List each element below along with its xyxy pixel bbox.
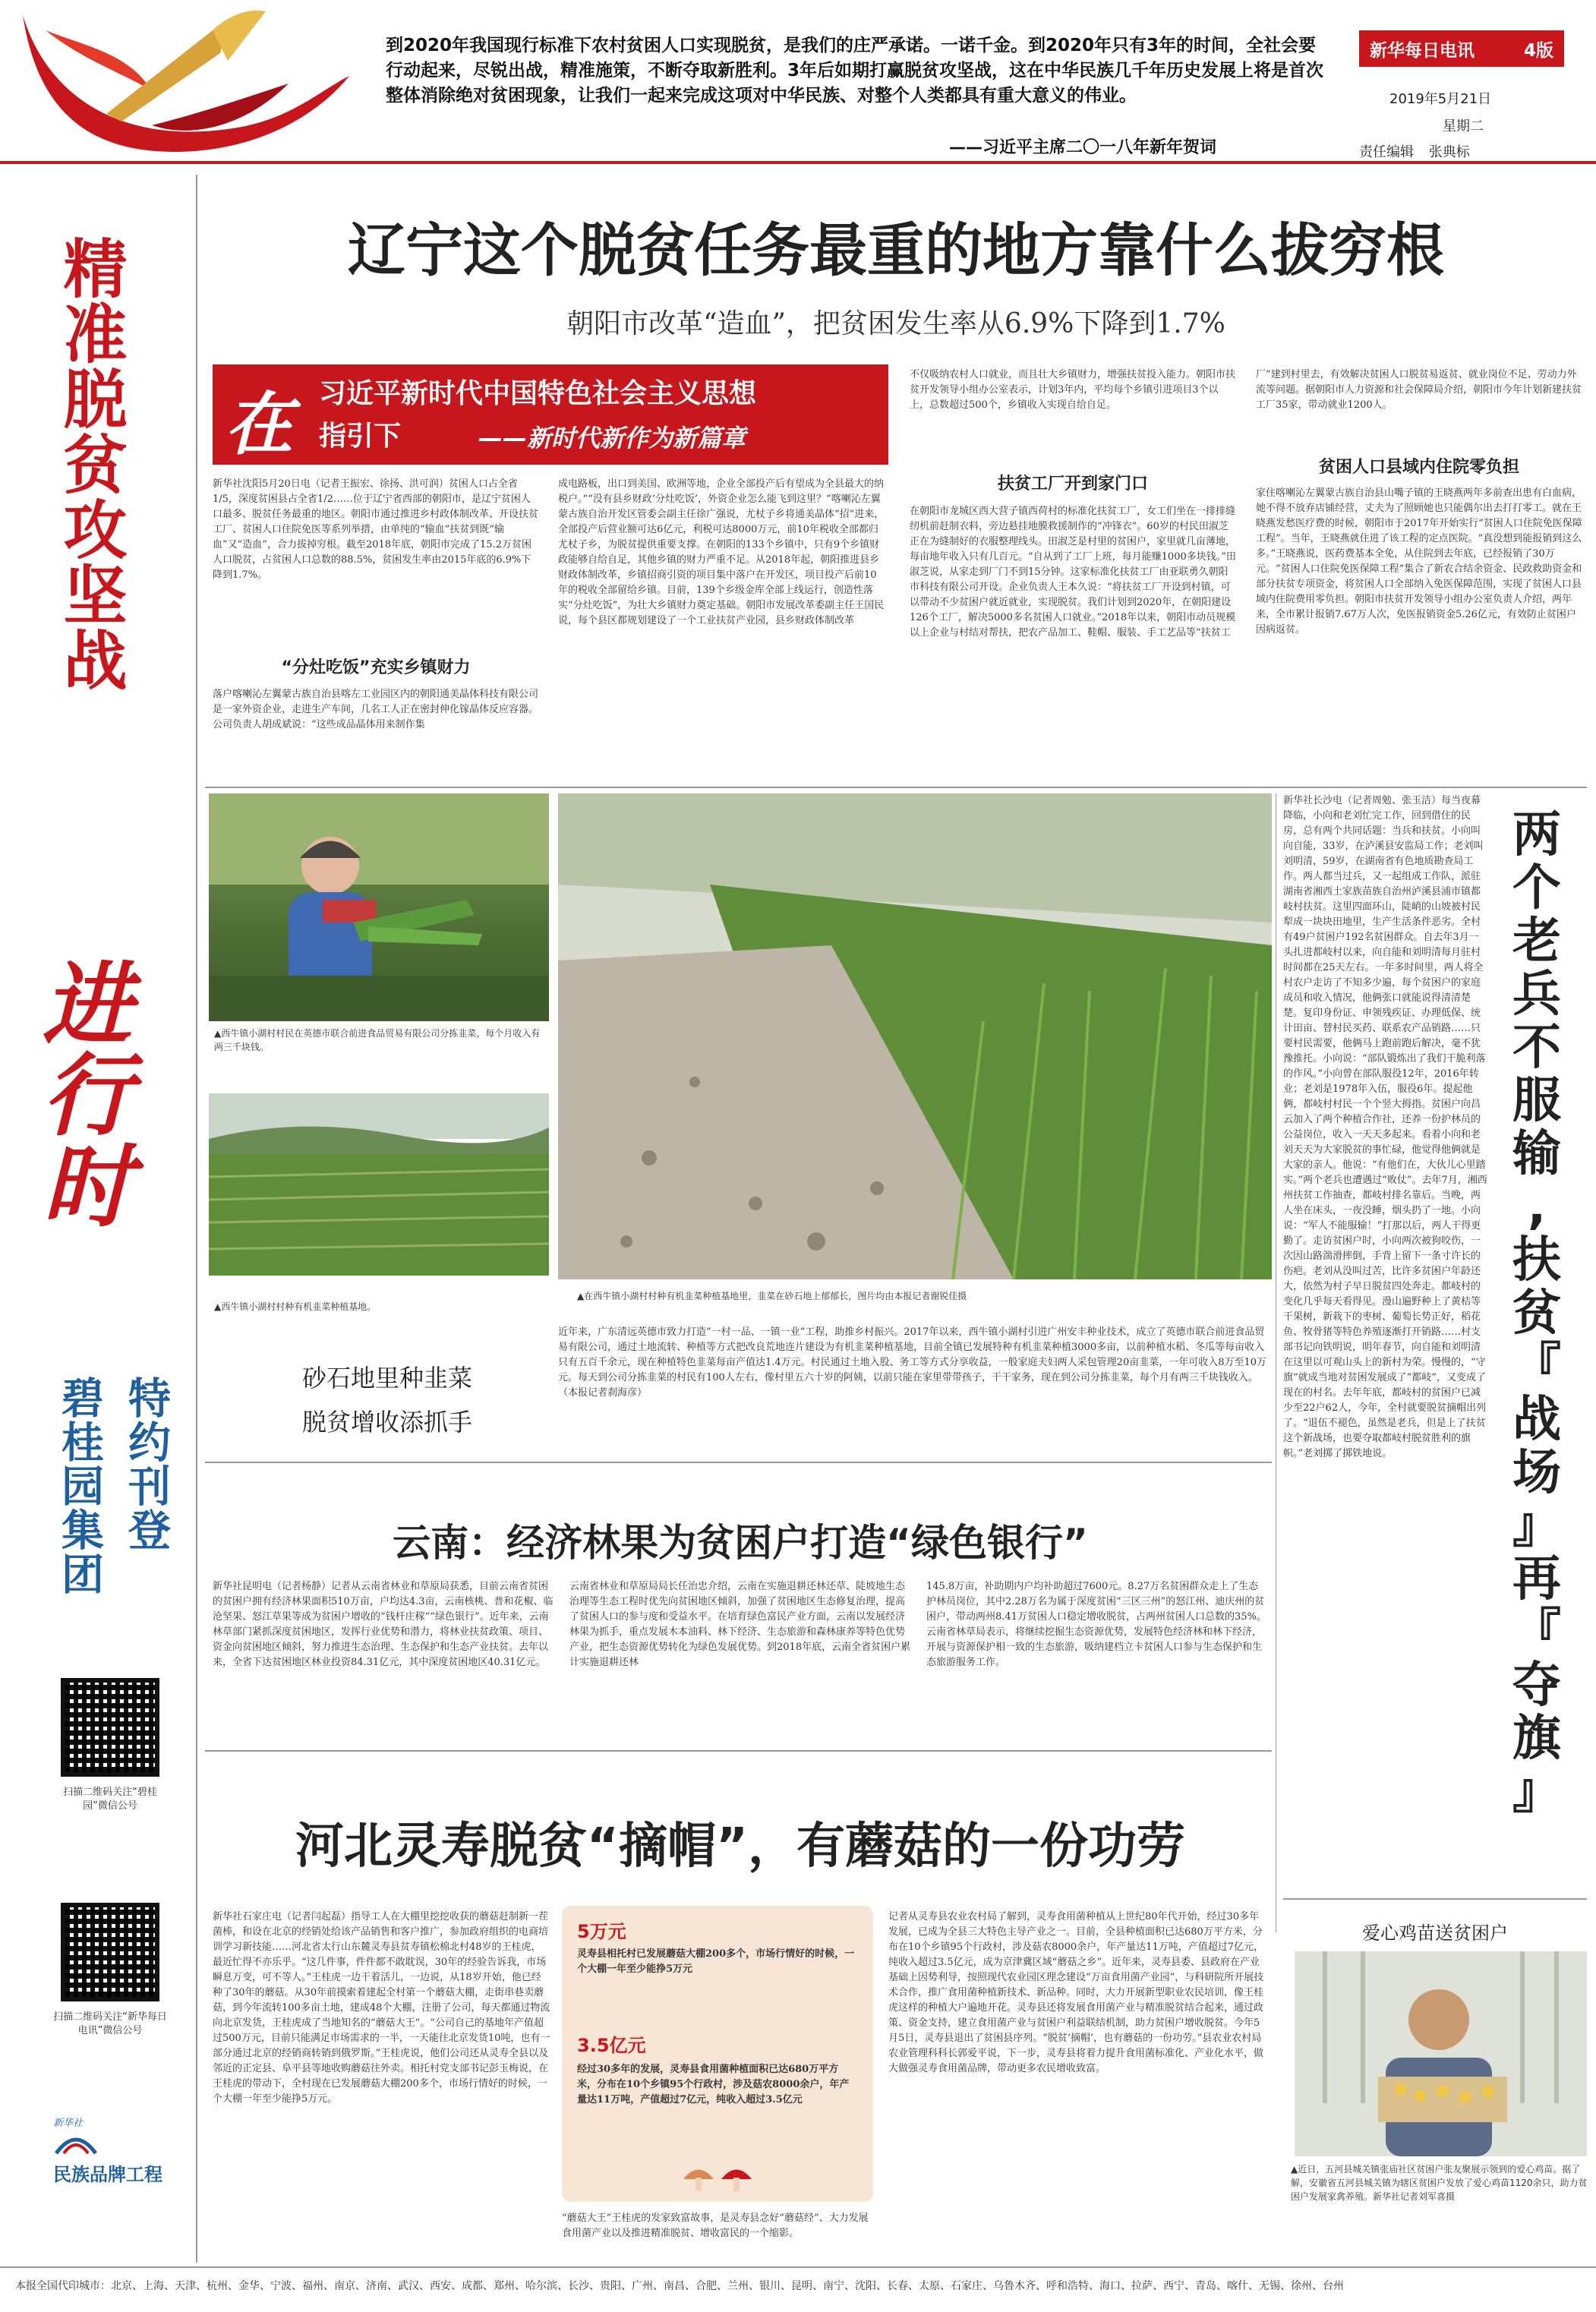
lead-col4-text2: 家住喀喇沁左翼蒙古族自治县山嘴子镇的王晓燕两年多前查出患有白血病，她不得不放弃店铺经营，丈夫为了照顾她也只能偶尔出去打打零工。就在王晓燕发愁医疗费的时候，朝阳市于2017年开始实行“贫困人口住院免医保障工程”。当年，王晓燕就住进了该工程的定点医院。“真没想到能报销到这么多。”王晓燕说，医药费基本全免，从住院到去年底，已经报销了30万元。“贫困人口住院免医保障工程”集合了新农合结余资金、民政救助资金和部分扶贫专项资金，将贫困人口全部纳入免医保障范围，实现了贫困人口县域内住院费用零负担。朝阳市扶贫开发领导小组办公室负责人介绍，两年来，全市累计报销7.67万人次，免医报销资金5.26亿元，有效防止贫困户因病返贫。	[1256, 487, 1582, 636]
photo-field	[209, 1093, 549, 1276]
qr-code-biguiyuan	[61, 1678, 159, 1777]
chives-illustration	[558, 793, 1272, 1279]
veterans-headline-char: 『	[1512, 1339, 1563, 1395]
mushroom-icon	[676, 2156, 759, 2194]
theme-banner	[213, 364, 888, 465]
lead-subhead: 朝阳市改革“造血”，把贫困发生率从6.9%下降到1.7%	[566, 308, 1225, 339]
banner-line1: 习近平新时代中国特色社会主义思想	[319, 378, 757, 409]
veterans-headline-char: 兵	[1512, 967, 1563, 1023]
veterans-text: 新华社长沙电（记者周勉、张玉洁）每当夜幕降临，小向和老刘忙完工作，回到借住的民房，总有两个共同话题：当兵和扶贫。小向叫向自能，33岁，在泸溪县安监局工作；老刘叫刘明清，59岁，在湖南省有色地质勘查局工作。两人都当过兵，又一起组成工作队，派驻湖南省湘西土家族苗族自治州泸溪县浦市镇都岐村扶贫。这里四面环山，陡峭的山坡被村民犁成一块块田地里，生产生活条件恶劣。全村有49户贫困户192名贫困群众。自去年3月一头扎进都岐村以来，向自能和刘明清每月驻村时间都在25天左右。一年多时间里，两人将全村农户走访了不知多少遍，每个贫困户的家庭成员和收入情况，他俩张口就能说得清清楚楚。复印身份证、申领残疾证、办理低保、统计田亩、替村民买药、联系农产品销路……只要村民需要，他俩马上跑前跑后解决，毫不犹豫推托。小向说：“部队锻炼出了我们干脆利落的作风。”小向曾在部队服役12年，2016年转业；老刘是1978年入伍，服役6年。提起他俩，都岐村村民一个个竖大拇指。贫困户向昌云加入了两个种植合作社，还养一份护林员的公益岗位，收入一天天多起来。看着小向和老刘天天为大家脱贫的事忙碌，他觉得他俩就是大家的亲人。他说：“有他们在，大伙儿心里踏实。”两个老兵也遭遇过“败仗”。去年7月，湘西州扶贫工作抽查，都岐村排名靠后。当晚，两人坐在床头，一夜没睡，烟头扔了一地。小向说：“军人不能服输！”打那以后，两人干得更勤了。走访贫困户时，小向两次被狗咬伤，一次因山路湍滑摔倒，手背上留下一条寸许长的伤疤。老刘从没叫过苦，比许多贫困户年龄还大，依然为村子早日脱贫四处奔走。都岐村的变化几乎每天看得见。漫山遍野种上了黄桔等干果树，新栽下的枣树、葡萄长势正好，稻花鱼、牧骨猪等特色养殖逐渐打开销路……村支部书记向铁明说，明年春节，向自能和刘明清在这里以可观山头上的新村为荣。慢慢的，“守旗”就成当地对贫困发展成了“都岐”，又变成了现在的村名。去年年底，都岐村的贫困户已减少至22户62人，今年，全村就要脱贫摘帽出列了。“退伍不褪色，虽然是老兵，但是上了扶贫这个新战场，也要夺取都岐村脱贫胜利的旗帜。”老刘掷了掷铁地说。	[1283, 795, 1487, 1459]
chicken-caption: ▲近日，五河县城关镇张庙社区贫困户张友聚展示领到的爱心鸡苗。据了解，安徽省五河县城关镇为辖区贫困户发放了爱心鸡苗1120余只，助力贫困户发展家禽养殖。新华社记者刘军喜摄	[1291, 2164, 1588, 2202]
lead-col1-subhead: “分灶吃饭”充实乡镇财力	[281, 658, 471, 677]
veterans-headline-char: 』	[1512, 1498, 1563, 1554]
hebei-stats-panel	[562, 1906, 873, 2202]
editor-label: 责任编辑	[1359, 144, 1414, 160]
trumpet-ribbon-logo	[0, 0, 380, 156]
issue-date: 2019年5月21日	[1389, 91, 1492, 107]
hebei-headline: 河北灵寿脱贫“摘帽”，有蘑菇的一份功劳	[295, 1818, 1186, 1875]
lead-col4-text: 厂”建到村里去，有效解决贫困人口脱贫易返贫、就业岗位不足、劳动力外流等问题。据朝阳市人力资源和社会保障局介绍，朝阳市今年计划新建扶贫工厂35家，带动就业1200人。	[1256, 369, 1582, 411]
paper-name: 新华每日电讯	[1370, 40, 1475, 61]
lead-headline: 辽宁这个脱贫任务最重的地方靠什么拔穷根	[348, 216, 1444, 284]
brand-arc-icon	[53, 2129, 99, 2156]
banner-line2: 指引下	[319, 421, 402, 452]
veterans-headline-char: 输	[1512, 1126, 1563, 1182]
veterans-headline-char: 老	[1512, 913, 1563, 970]
photo-woman-chives	[209, 793, 549, 1021]
left-sidebar	[15, 175, 190, 2270]
hebei-col2-bottom: “蘑菇大王”王桂虎的发家致富故事，是灵寿县念好“蘑菇经”、大力发展食用菌产业以及推进精准脱贫、增收富民的一个缩影。	[562, 2213, 869, 2239]
photo-story-text: 近年来，广东清远英德市致力打造“一村一品、一镇一业”工程，助推乡村振兴。2017年以来，西牛镇小湖村引进广州安丰种业技术，成立了英德市联合前进食品贸易有限公司，通过土地流转、种植等方式把改良荒地连片建设为有机韭菜种植基地，目前全镇已发展特种有机韭菜种植3000多亩，以前种植水稻、冬瓜等每亩收入只有五百千余元，现在种植特色韭菜每亩产值达1.4万元。村民通过土地入股、务工等方式分享收益，一般家庭夫妇两人采包管理20亩韭菜，一年可收入8万至10万元。每天到公司分拣韭菜的村民有100人左右，像村里五六十岁的阿姨，以前只能在家里带带孩子，干干家务，现在到公司分拣韭菜，每个月有两三千块钱收入。（本报记者刹海彦）	[558, 1326, 1267, 1399]
chicken-photo	[1295, 1951, 1587, 2156]
stat2-text: 经过30多年的发展，灵寿县食用菌种植面积已达680万平方米，分布在10个乡镇95个行政村，涉及菇农8000余户，年产量达11万吨，产值超过7亿元，纯收入超过3.5亿元	[577, 2064, 850, 2105]
veterans-headline-char: 战	[1512, 1392, 1563, 1448]
lead-divider	[205, 787, 1587, 788]
editor-line	[1359, 141, 1470, 161]
chicken-divider	[1283, 1898, 1587, 1900]
yunnan-divider	[205, 1462, 1272, 1463]
photo-story-title-line1: 砂石地里种韭菜	[301, 1364, 472, 1393]
qr1-caption: 扫描二维码关注“碧桂园”微信公号	[63, 1787, 157, 1812]
sidebar-calligraphy: 进行时	[27, 957, 133, 1230]
hebei-col1: 新华社石家庄电（记者闫起磊）指导工人在大棚里挖挖收获的蘑菇赶制新一茬菌棒，和设在北京的经销处给该产品销售和客户推广，参加政府组织的电商培训学习新技能……河北省太行山东麓灵寿县贫寿镇松棉北村48岁的王桂虎，最近忙得不亦乐乎。“这几件事，件件都不敢耽误，30年的经验告诉我，市场瞬息万变，可不等人。”王桂虎一边干着活儿，一边说，从18岁开始，他已经种了30年的蘑菇。从30年前摸索着建起全村第一个蘑菇大棚，走街串巷卖蘑菇，到今年流转100多亩土地，建成48个大棚，注册了公司，每天都通过物流向北京发货，王桂虎成了当地知名的“蘑菇大王”。“公司自己的基地年产值超过500万元，目前只能满足市场需求的一半，一天能往北京发货10吨，也有一部分通过北京的经销商转销到俄罗斯。”王桂虎说，他们公司还从灵寿全县以及邻近的正定县、阜平县等地收购蘑菇往外卖。相托村党支部书记彭玉梅说，在王桂虎的带动下，全村现在已发展蘑菇大棚200多个，市场行情好的时候，一个大棚一年至少能挣5万元。	[213, 1911, 550, 2105]
veterans-headline-char: 『	[1512, 1604, 1563, 1661]
footer-divider	[0, 2266, 1596, 2268]
photo-chives-closeup	[558, 793, 1272, 1279]
veterans-headline-char: 个	[1512, 860, 1563, 916]
hebei-divider	[205, 1750, 1272, 1752]
veterans-headline-char: 贫	[1512, 1285, 1563, 1342]
brand-logo-small-text: 新华社	[53, 2118, 84, 2129]
stat2-title: 3.5亿元	[577, 2035, 646, 2056]
veterans-headline-char: 扶	[1512, 1232, 1563, 1288]
veterans-headline-char: 』	[1512, 1764, 1563, 1820]
yunnan-headline: 云南：经济林果为贫困户打造“绿色银行”	[393, 1521, 1088, 1565]
veterans-headline	[1500, 809, 1575, 1818]
sidebar-divider	[196, 175, 197, 2263]
editor-name: 张典标	[1428, 144, 1470, 160]
lead-col4-subhead: 贫困人口县域内住院零负担	[1318, 458, 1519, 477]
veterans-headline-char: 两	[1512, 807, 1563, 863]
qr2-caption: 扫描二维码关注“新华每日电讯”微信公号	[53, 2011, 167, 2036]
stat1-text: 灵寿县相托村已发展蘑菇大棚200多个，市场行情好的时候，一个大棚一年至少能挣5万元	[577, 1948, 855, 1975]
brand-logo	[53, 2115, 182, 2186]
sponsor-name: 碧桂园集团	[55, 1376, 104, 1596]
hebei-col3: 记者从灵寿县农业农村局了解到，灵寿食用菌种植从上世纪80年代开始，经过30多年发展，已成为全县三大特色主导产业之一。目前，全县种植面积已达680万平方米，分布在10个乡镇95个行政村，涉及菇农8000余户，年产量达11万吨，产值超过7亿元，纯收入超过3.5亿元，成为京津冀区域“蘑菇之乡”。近年来，灵寿县委、县政府在产业基础上因势利导，按照现代农业园区理念建设“万亩食用菌产业园”，与科研院所开展技术合作，推广食用菌种植新技术、新品种。同时，大力开展新型职业农民培训，像王桂虎这样的种植大户遍地开花。灵寿县还将发展食用菌产业与精准脱贫结合起来，通过政策、资金支持，建立食用菌产业与贫困户利益联结机制，助力贫困户增收脱贫。今年5月5日，灵寿县退出了贫困县序列。“脱贫‘摘帽’，也有蘑菇的一份功劳。”县农业农村局农业管理科科长郭爱平说，下一步，灵寿县将着力提升食用菌标准化、产业化水平，做大做强灵寿食用菌品牌，带动更多农民增收致富。	[888, 1911, 1264, 2074]
banner-line3: ——新时代新作为新篇章	[478, 424, 746, 453]
veterans-headline-char: 不	[1512, 1020, 1563, 1076]
veterans-headline-char: 场	[1512, 1445, 1563, 1501]
footer-print-sites: 本报全国代印城市：北京、上海、天津、杭州、金华、宁波、福州、南京、济南、武汉、西安、成都、郑州、哈尔滨、长沙、贵阳、广州、南昌、合肥、兰州、银川、昆明、南宁、沈阳、长春、太原、石家庄、乌鲁木齐、呼和浩特、海口、拉萨、西宁、青岛、喀什、无锡、徐州、台州	[15, 2280, 1344, 2292]
qr-code-xinhua	[61, 1903, 159, 2001]
masthead	[0, 0, 1596, 160]
lead-col3-text2: 在朝阳市龙城区西大营子镇西荷村的标准化扶贫工厂，女工们坐在一排排缝纫机前赶制衣料，旁边悬挂地膜救援制作的“冲锋衣”。60岁的村民田淑芝正在为缝制好的衣服整理线头。田淑芝是村里的贫困户，家里就几亩薄地，每亩地年收入只有几百元。“自从到了工厂上班，每月能赚1000多块钱。”田淑芝说，从家走到厂门不到15分钟。这家标准化扶贫工厂由亚联勇久朝阳市科技有限公司开设。企业负责人王本久说：“将扶贫工厂开设到村镇，可以带动不少贫困户就近就业，实现脱贫。我们计划到2020年，在朝阳建设126个工厂，解决5000多名贫困人口就业。”2018年以来，朝阳市动员规模以上企业与村结对帮扶，把农产品加工、鞋帽、服装、手工艺品等“扶贫工	[910, 506, 1236, 639]
yunnan-col3: 145.8万亩，补助期内户均补助超过7600元。8.27万名贫困群众走上了生态护林员岗位，其中2.28万名为属于深度贫困“三区三州”的怒江州、迪庆州的贫困户，带动两州8.41万贫困人口稳定增收脱贫，占两州贫困人口总数的35%。云南省林草局表示，将继续挖掘生态资源优势，发展特色经济林和林下经济，开展与资源保护相一致的生态旅游，吸纳建档立卡贫困人口参与生态保护和生态旅游服务工作。	[926, 1581, 1266, 1668]
yunnan-col2: 云南省林业和草原局局长任治忠介绍，云南在实施退耕还林还草、陡坡地生态治理等生态工程时优先向贫困地区倾斜，加强了贫困地区生态修复治理，提高了贫困人口的参与度和受益水平。在培育绿色富民产业方面，云南以发展经济林果为抓手，重点发展木本油料、林下经济、生态旅游和森林康养等特色优势产业，把生态资源优势转化为绿色发展优势。到2018年底，云南全省贫困户累计实施退耕还林	[569, 1581, 911, 1668]
brand-logo-text: 民族品牌工程	[53, 2164, 162, 2185]
veterans-headline-char: 夺	[1512, 1658, 1563, 1714]
masthead-divider	[0, 161, 1596, 164]
stat1-title: 5万元	[577, 1921, 626, 1942]
veterans-headline-char: ,	[1527, 1179, 1548, 1235]
lead-col2-text: 成电路板，出口到美国、欧洲等地，企业全部投产后有望成为全县最大的纳税户。”“没有县乡财政‘分灶吃饭’，外资企业怎么能飞到这里？”喀喇沁左翼蒙古族自治开发区管委会副主任徐广强说，尤杖子乡将通美晶体“招”进来，全部投产后营业额可达6亿元，利税可达8000万元，前10年税收全部都归尤杖子乡，为脱贫提供重要支撑。在朝阳的133个乡镇中，只有9个乡镇财政能够自给自足，其他乡镇的财力严重不足。从2018年起，朝阳推进县乡财政体制改革，乡镇招商引资的项目集中落户在开发区，项目投产后前10年的税收全部留给乡镇。目前，139个乡级金库全部上线运行，创造性落实“分灶吃饭”，为壮大乡镇财力奠定基础。朝阳市发展改革委副主任王国民说，每个县区都规划建设了一个工业扶贫产业园，县乡财政体制改革	[558, 478, 885, 626]
lead-col1-text: 新华社沈阳5月20日电（记者王振宏、徐扬、洪可润）贫困人口占全省1/5，深度贫困县占全省1/2……位于辽宁省西部的朝阳市，是辽宁贫困人口最多、脱贫任务最重的地区。朝阳市通过推进乡村政体制改革、开设扶贫工厂、贫困人口住院免医等系列举措，由单纯的“输血”扶贫到既“输血”又“造血”，合力拔掉穷根。截至2018年底，朝阳市完成了15.2万贫困人口脱贫，占贫困人口总数的88.5%，贫困发生率由2015年底的6.9%下降到1.7%。	[213, 478, 539, 581]
veterans-headline-char: 旗	[1512, 1711, 1563, 1767]
masthead-quote: 到2020年我国现行标准下农村贫困人口实现脱贫，是我们的庄严承诺。一诺千金。到2020年只有3年的时间，全社会要行动起来，尽锐出战，精准施策，不断夺取新胜利。3年后如期打赢脱贫攻坚战，这在中华民族几千年历史发展上将是首次整体消除绝对贫困现象，让我们一起来完成这项对中华民族、对整个人类都具有重大意义的伟业。	[386, 36, 1324, 106]
worker-illustration	[209, 793, 549, 1021]
lead-col3-text: 不仅吸纳农村人口就业，而且壮大乡镇财力，增强扶贫投入能力。朝阳市扶贫开发领导小组办公室表示，计划3年内，平均每个乡镇引进项目3个以上，总数超过500个，乡镇收入实现自给自足。	[910, 369, 1236, 411]
veterans-headline-char: 再	[1512, 1551, 1563, 1607]
farmer-chicks-illustration	[1295, 1951, 1587, 2156]
masthead-quote-source: ——习近平主席二〇一八年新年贺词	[949, 138, 1217, 157]
sponsor-label: 特约刊登	[121, 1376, 171, 1552]
chicken-title: 爱心鸡苗送贫困户	[1362, 1922, 1508, 1944]
lead-col1-text2: 落户喀喇沁左翼蒙古族自治县喀左工业园区内的朝阳通美晶体科技有限公司是一家外资企业，走进生产车间，几名工人正在密封伸化镓晶体反应容器。公司负责人胡成斌说：“这些成品晶体用来制作集	[213, 689, 539, 730]
photo2-caption: ▲西牛镇小湖村村种有机韭菜种植基地。	[214, 1301, 377, 1312]
paper-name-box	[1359, 30, 1564, 67]
photo3-caption: ▲在西牛镇小湖村村种有机韭菜种植基地里，韭菜在砂石地上郁郁长，图片均由本报记者谢锐佳摄	[577, 1291, 967, 1301]
photo1-caption: ▲西牛镇小湖村村民在英德市联合前进食品贸易有限公司分拣韭菜，每个月收入有两三千块钱。	[214, 1028, 541, 1052]
field-illustration	[209, 1093, 549, 1276]
banner-char: 在	[225, 384, 293, 465]
issue-weekday: 星期二	[1443, 118, 1484, 134]
veterans-headline-char: 服	[1512, 1073, 1563, 1129]
photo-story-title-line2: 脱贫增收添抓手	[301, 1408, 472, 1437]
yunnan-col1: 新华社昆明电（记者杨静）记者从云南省林业和草原局获悉，目前云南省贫困的贫困户拥有经济林果面积510万亩，户均达4.3亩，云南核桃、普和花椒、临沧坚果、怒江草果等成为贫困户增收的“钱杆庄稼”“绿色银行”。近年来，云南林草部门紧抓深度贫困地区，发挥行业优势和潜力，将林业扶贫政策、项目、资金向贫困地区倾斜，努力推进生态治理、生态保护和生态产业扶贫。去年以来，全省下达贫困地区林业投资84.31亿元，其中深度贫困地区40.31亿元。	[213, 1581, 554, 1668]
sidebar-slogan: 精准脱贫攻坚战	[53, 235, 128, 692]
lead-col3-subhead: 扶贫工厂开到家门口	[997, 475, 1148, 494]
page-number: 4版	[1523, 40, 1553, 61]
